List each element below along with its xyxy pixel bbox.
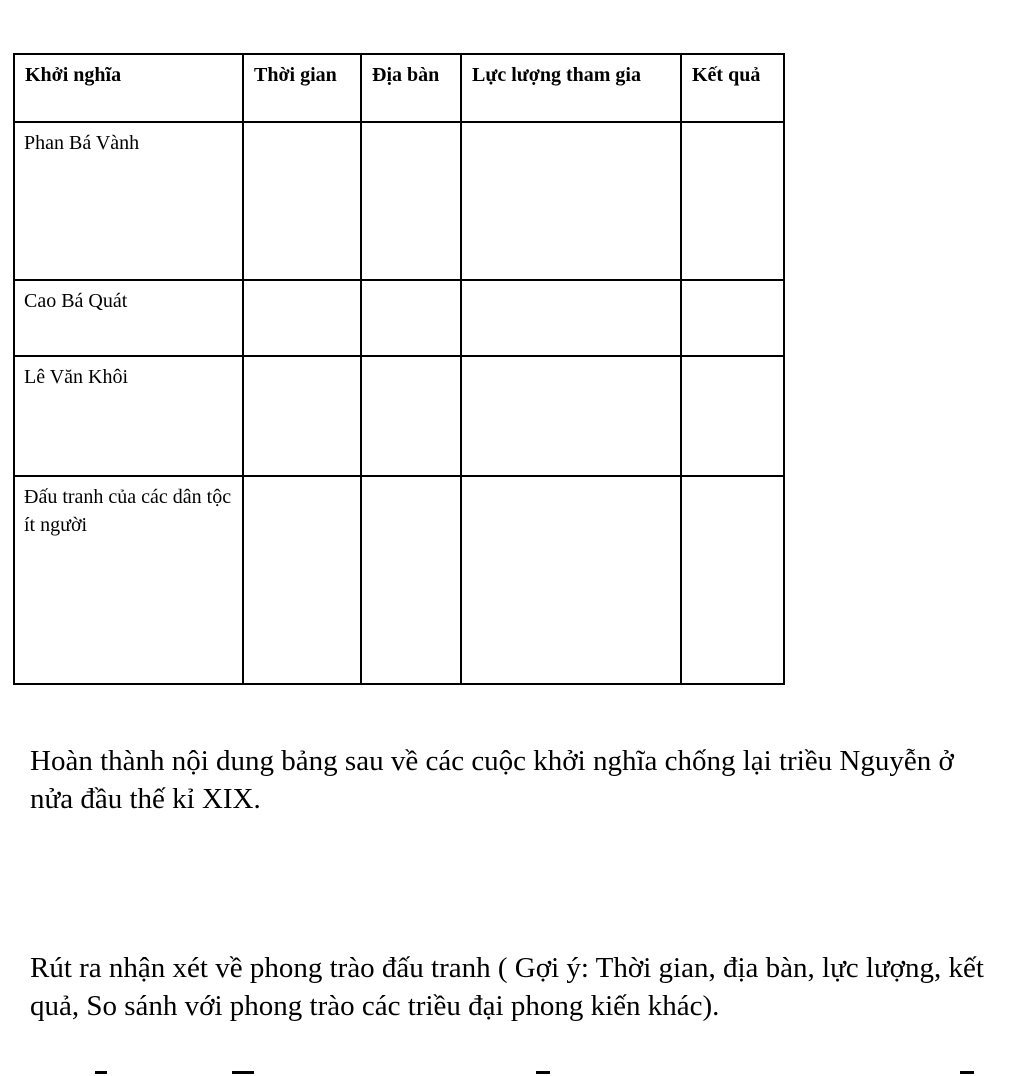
cell-luc-luong[interactable]: [461, 476, 681, 684]
cell-luc-luong[interactable]: [461, 122, 681, 280]
cell-dia-ban[interactable]: [361, 280, 461, 356]
header-dia-ban: Địa bàn: [361, 54, 461, 122]
table-row: [14, 122, 784, 280]
cell-ket-qua[interactable]: [681, 356, 784, 476]
cell-dia-ban[interactable]: [361, 122, 461, 280]
cell-ket-qua[interactable]: [681, 476, 784, 684]
cell-thoi-gian[interactable]: [243, 122, 361, 280]
uprising-name: Cao Bá Quát: [14, 280, 243, 356]
table-header-row: [14, 54, 784, 122]
cell-thoi-gian[interactable]: [243, 356, 361, 476]
cell-thoi-gian[interactable]: [243, 476, 361, 684]
instruction-text: Hoàn thành nội dung bảng sau về các cuộc khởi nghĩa chống lại triều Nguyễn ở nửa đầu thế kỉ XIX.: [30, 745, 954, 815]
glyph-fragment: [95, 1071, 107, 1074]
cell-dia-ban[interactable]: [361, 476, 461, 684]
header-luc-luong: Lực lượng tham gia: [461, 54, 681, 122]
cell-dia-ban[interactable]: [361, 356, 461, 476]
uprising-name: Phan Bá Vành: [14, 122, 243, 280]
glyph-fragment: [960, 1071, 974, 1074]
table-row: [14, 356, 784, 476]
uprising-name: Đấu tranh của các dân tộc ít người: [14, 476, 243, 684]
header-ket-qua: Kết quả: [681, 54, 784, 122]
discussion-prompt: Rút ra nhận xét về phong trào đấu tranh ( Gợi ý: Thời gian, địa bàn, lực lượng, kết quả, So sánh với phong trào các triều đại phong kiến khác).: [30, 952, 984, 1022]
cell-thoi-gian[interactable]: [243, 280, 361, 356]
cell-luc-luong[interactable]: [461, 356, 681, 476]
cell-ket-qua[interactable]: [681, 122, 784, 280]
uprising-name: Lê Văn Khôi: [14, 356, 243, 476]
header-khoi-nghia: Khởi nghĩa: [14, 54, 243, 122]
uprisings-table-container: [13, 53, 785, 685]
glyph-fragment: [536, 1071, 550, 1074]
cell-luc-luong[interactable]: [461, 280, 681, 356]
cell-ket-qua[interactable]: [681, 280, 784, 356]
table-row: [14, 476, 784, 684]
header-thoi-gian: Thời gian: [243, 54, 361, 122]
cut-off-text-line: [0, 1071, 1024, 1076]
uprisings-table: [13, 53, 785, 685]
glyph-fragment: [232, 1071, 254, 1074]
table-row: [14, 280, 784, 356]
